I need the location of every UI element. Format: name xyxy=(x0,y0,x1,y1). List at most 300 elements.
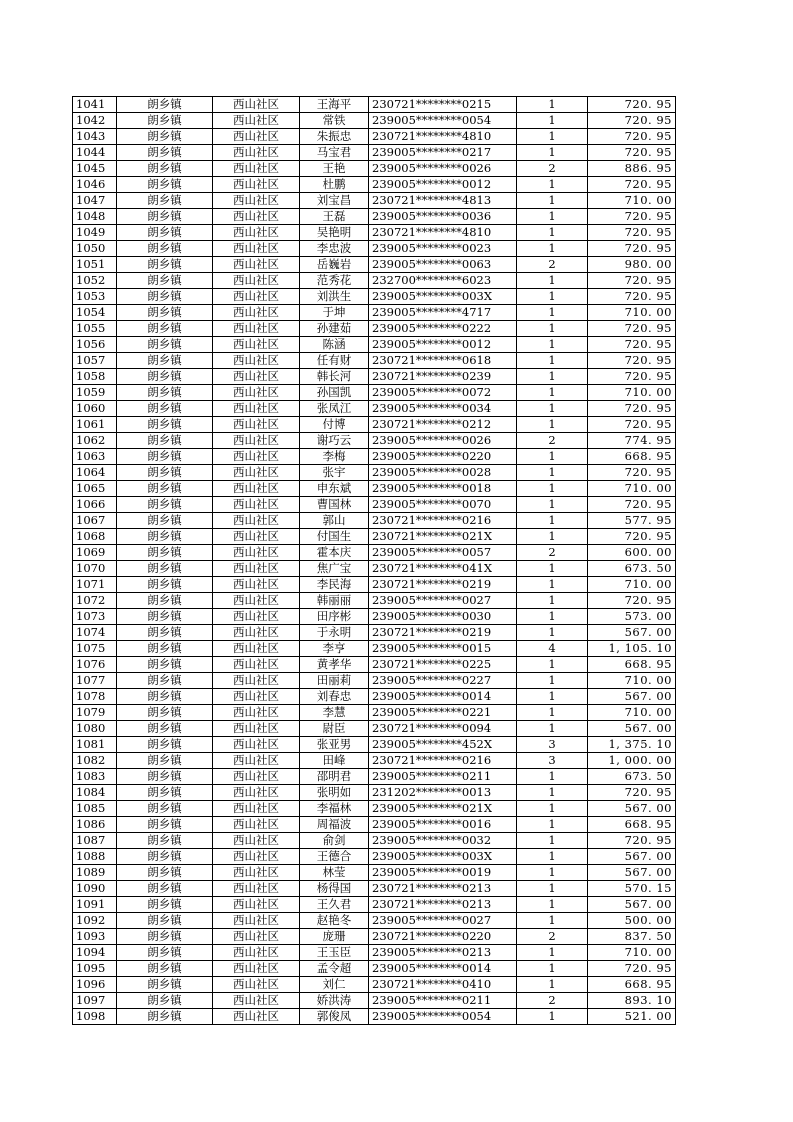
amount-cell: 720. 95 xyxy=(588,465,676,481)
town-cell: 朗乡镇 xyxy=(117,913,213,929)
row-number-cell: 1087 xyxy=(73,833,117,849)
amount-cell: 673. 50 xyxy=(588,561,676,577)
row-number-cell: 1054 xyxy=(73,305,117,321)
town-cell: 朗乡镇 xyxy=(117,225,213,241)
community-cell: 西山社区 xyxy=(213,705,300,721)
table-row xyxy=(73,177,676,193)
id-number-cell: 239005********0220 xyxy=(369,449,517,465)
town-cell: 朗乡镇 xyxy=(117,721,213,737)
amount-cell: 720. 95 xyxy=(588,225,676,241)
amount-cell: 710. 00 xyxy=(588,945,676,961)
town-cell: 朗乡镇 xyxy=(117,769,213,785)
name-cell: 李亨 xyxy=(300,641,369,657)
row-number-cell: 1089 xyxy=(73,865,117,881)
household-count-cell: 1 xyxy=(517,561,588,577)
id-number-cell: 239005********0054 xyxy=(369,1009,517,1025)
amount-cell: 668. 95 xyxy=(588,657,676,673)
table-row xyxy=(73,641,676,657)
id-number-cell: 239005********0211 xyxy=(369,769,517,785)
name-cell: 谢巧云 xyxy=(300,433,369,449)
community-cell: 西山社区 xyxy=(213,337,300,353)
id-number-cell: 230721********4810 xyxy=(369,225,517,241)
id-number-cell: 230721********0216 xyxy=(369,513,517,529)
household-count-cell: 1 xyxy=(517,129,588,145)
household-count-cell: 1 xyxy=(517,337,588,353)
household-count-cell: 1 xyxy=(517,145,588,161)
id-number-cell: 231202********0013 xyxy=(369,785,517,801)
name-cell: 张亚男 xyxy=(300,737,369,753)
town-cell: 朗乡镇 xyxy=(117,961,213,977)
id-number-cell: 230721********0215 xyxy=(369,97,517,113)
table-row xyxy=(73,481,676,497)
town-cell: 朗乡镇 xyxy=(117,897,213,913)
household-count-cell: 1 xyxy=(517,881,588,897)
town-cell: 朗乡镇 xyxy=(117,673,213,689)
row-number-cell: 1088 xyxy=(73,849,117,865)
name-cell: 孙建茹 xyxy=(300,321,369,337)
data-table xyxy=(72,96,676,1025)
town-cell: 朗乡镇 xyxy=(117,689,213,705)
table-row xyxy=(73,193,676,209)
row-number-cell: 1049 xyxy=(73,225,117,241)
name-cell: 郭山 xyxy=(300,513,369,529)
row-number-cell: 1063 xyxy=(73,449,117,465)
id-number-cell: 239005********0072 xyxy=(369,385,517,401)
amount-cell: 720. 95 xyxy=(588,289,676,305)
amount-cell: 720. 95 xyxy=(588,529,676,545)
row-number-cell: 1059 xyxy=(73,385,117,401)
name-cell: 付博 xyxy=(300,417,369,433)
town-cell: 朗乡镇 xyxy=(117,753,213,769)
id-number-cell: 239005********003X xyxy=(369,289,517,305)
id-number-cell: 239005********0030 xyxy=(369,609,517,625)
table-row xyxy=(73,145,676,161)
town-cell: 朗乡镇 xyxy=(117,529,213,545)
community-cell: 西山社区 xyxy=(213,769,300,785)
name-cell: 岳巍岩 xyxy=(300,257,369,273)
id-number-cell: 239005********452X xyxy=(369,737,517,753)
amount-cell: 710. 00 xyxy=(588,577,676,593)
community-cell: 西山社区 xyxy=(213,161,300,177)
household-count-cell: 1 xyxy=(517,273,588,289)
name-cell: 朱振忠 xyxy=(300,129,369,145)
amount-cell: 570. 15 xyxy=(588,881,676,897)
amount-cell: 980. 00 xyxy=(588,257,676,273)
id-number-cell: 239005********0227 xyxy=(369,673,517,689)
id-number-cell: 230721********0213 xyxy=(369,881,517,897)
name-cell: 周福波 xyxy=(300,817,369,833)
amount-cell: 668. 95 xyxy=(588,977,676,993)
id-number-cell: 239005********0034 xyxy=(369,401,517,417)
table-row xyxy=(73,257,676,273)
name-cell: 刘仁 xyxy=(300,977,369,993)
table-row xyxy=(73,305,676,321)
household-count-cell: 1 xyxy=(517,369,588,385)
amount-cell: 720. 95 xyxy=(588,353,676,369)
id-number-cell: 239005********0016 xyxy=(369,817,517,833)
household-count-cell: 1 xyxy=(517,817,588,833)
community-cell: 西山社区 xyxy=(213,993,300,1009)
community-cell: 西山社区 xyxy=(213,945,300,961)
row-number-cell: 1079 xyxy=(73,705,117,721)
community-cell: 西山社区 xyxy=(213,97,300,113)
name-cell: 孟令超 xyxy=(300,961,369,977)
table-row xyxy=(73,385,676,401)
community-cell: 西山社区 xyxy=(213,593,300,609)
household-count-cell: 1 xyxy=(517,465,588,481)
amount-cell: 720. 95 xyxy=(588,177,676,193)
row-number-cell: 1044 xyxy=(73,145,117,161)
name-cell: 刘宝昌 xyxy=(300,193,369,209)
table-row xyxy=(73,529,676,545)
row-number-cell: 1069 xyxy=(73,545,117,561)
town-cell: 朗乡镇 xyxy=(117,929,213,945)
town-cell: 朗乡镇 xyxy=(117,273,213,289)
name-cell: 林莹 xyxy=(300,865,369,881)
household-count-cell: 1 xyxy=(517,833,588,849)
table-row xyxy=(73,353,676,369)
name-cell: 杜鹏 xyxy=(300,177,369,193)
id-number-cell: 239005********0221 xyxy=(369,705,517,721)
row-number-cell: 1047 xyxy=(73,193,117,209)
household-count-cell: 1 xyxy=(517,609,588,625)
name-cell: 孙国凯 xyxy=(300,385,369,401)
community-cell: 西山社区 xyxy=(213,641,300,657)
town-cell: 朗乡镇 xyxy=(117,113,213,129)
table-row xyxy=(73,337,676,353)
table-row xyxy=(73,609,676,625)
household-count-cell: 1 xyxy=(517,625,588,641)
community-cell: 西山社区 xyxy=(213,577,300,593)
row-number-cell: 1098 xyxy=(73,1009,117,1025)
community-cell: 西山社区 xyxy=(213,913,300,929)
id-number-cell: 239005********0070 xyxy=(369,497,517,513)
id-number-cell: 239005********0063 xyxy=(369,257,517,273)
name-cell: 于坤 xyxy=(300,305,369,321)
table-row xyxy=(73,945,676,961)
amount-cell: 720. 95 xyxy=(588,417,676,433)
household-count-cell: 1 xyxy=(517,321,588,337)
table-row xyxy=(73,113,676,129)
amount-cell: 720. 95 xyxy=(588,785,676,801)
household-count-cell: 2 xyxy=(517,993,588,1009)
name-cell: 李忠波 xyxy=(300,241,369,257)
row-number-cell: 1076 xyxy=(73,657,117,673)
amount-cell: 567. 00 xyxy=(588,865,676,881)
community-cell: 西山社区 xyxy=(213,881,300,897)
id-number-cell: 239005********0054 xyxy=(369,113,517,129)
name-cell: 马宝君 xyxy=(300,145,369,161)
id-number-cell: 230721********0216 xyxy=(369,753,517,769)
amount-cell: 577. 95 xyxy=(588,513,676,529)
table-row xyxy=(73,577,676,593)
name-cell: 王艳 xyxy=(300,161,369,177)
amount-cell: 837. 50 xyxy=(588,929,676,945)
household-count-cell: 1 xyxy=(517,289,588,305)
row-number-cell: 1074 xyxy=(73,625,117,641)
table-row xyxy=(73,97,676,113)
row-number-cell: 1053 xyxy=(73,289,117,305)
town-cell: 朗乡镇 xyxy=(117,289,213,305)
table-row xyxy=(73,673,676,689)
row-number-cell: 1068 xyxy=(73,529,117,545)
row-number-cell: 1043 xyxy=(73,129,117,145)
household-count-cell: 1 xyxy=(517,785,588,801)
town-cell: 朗乡镇 xyxy=(117,369,213,385)
name-cell: 张宇 xyxy=(300,465,369,481)
town-cell: 朗乡镇 xyxy=(117,209,213,225)
id-number-cell: 230721********4813 xyxy=(369,193,517,209)
name-cell: 田丽莉 xyxy=(300,673,369,689)
household-count-cell: 1 xyxy=(517,577,588,593)
id-number-cell: 239005********0015 xyxy=(369,641,517,657)
name-cell: 张明如 xyxy=(300,785,369,801)
amount-cell: 673. 50 xyxy=(588,769,676,785)
id-number-cell: 230721********0219 xyxy=(369,577,517,593)
town-cell: 朗乡镇 xyxy=(117,865,213,881)
row-number-cell: 1093 xyxy=(73,929,117,945)
id-number-cell: 230721********0239 xyxy=(369,369,517,385)
row-number-cell: 1078 xyxy=(73,689,117,705)
community-cell: 西山社区 xyxy=(213,865,300,881)
community-cell: 西山社区 xyxy=(213,177,300,193)
town-cell: 朗乡镇 xyxy=(117,129,213,145)
id-number-cell: 239005********0032 xyxy=(369,833,517,849)
community-cell: 西山社区 xyxy=(213,145,300,161)
community-cell: 西山社区 xyxy=(213,273,300,289)
community-cell: 西山社区 xyxy=(213,529,300,545)
id-number-cell: 239005********0036 xyxy=(369,209,517,225)
row-number-cell: 1042 xyxy=(73,113,117,129)
household-count-cell: 1 xyxy=(517,529,588,545)
id-number-cell: 239005********0057 xyxy=(369,545,517,561)
table-row xyxy=(73,289,676,305)
table-row xyxy=(73,1009,676,1025)
community-cell: 西山社区 xyxy=(213,481,300,497)
row-number-cell: 1051 xyxy=(73,257,117,273)
household-count-cell: 1 xyxy=(517,945,588,961)
community-cell: 西山社区 xyxy=(213,721,300,737)
community-cell: 西山社区 xyxy=(213,609,300,625)
amount-cell: 573. 00 xyxy=(588,609,676,625)
table-row xyxy=(73,833,676,849)
community-cell: 西山社区 xyxy=(213,849,300,865)
amount-cell: 521. 00 xyxy=(588,1009,676,1025)
id-number-cell: 230721********0220 xyxy=(369,929,517,945)
id-number-cell: 230721********041X xyxy=(369,561,517,577)
table-row xyxy=(73,513,676,529)
household-count-cell: 1 xyxy=(517,897,588,913)
town-cell: 朗乡镇 xyxy=(117,737,213,753)
table-row xyxy=(73,769,676,785)
household-count-cell: 1 xyxy=(517,705,588,721)
community-cell: 西山社区 xyxy=(213,193,300,209)
row-number-cell: 1092 xyxy=(73,913,117,929)
household-count-cell: 1 xyxy=(517,961,588,977)
town-cell: 朗乡镇 xyxy=(117,97,213,113)
amount-cell: 567. 00 xyxy=(588,721,676,737)
town-cell: 朗乡镇 xyxy=(117,177,213,193)
id-number-cell: 230721********4810 xyxy=(369,129,517,145)
community-cell: 西山社区 xyxy=(213,129,300,145)
table-row xyxy=(73,961,676,977)
amount-cell: 668. 95 xyxy=(588,449,676,465)
town-cell: 朗乡镇 xyxy=(117,161,213,177)
household-count-cell: 1 xyxy=(517,113,588,129)
table-row xyxy=(73,401,676,417)
amount-cell: 567. 00 xyxy=(588,897,676,913)
town-cell: 朗乡镇 xyxy=(117,241,213,257)
community-cell: 西山社区 xyxy=(213,897,300,913)
household-count-cell: 1 xyxy=(517,1009,588,1025)
id-number-cell: 239005********0026 xyxy=(369,161,517,177)
amount-cell: 710. 00 xyxy=(588,705,676,721)
community-cell: 西山社区 xyxy=(213,305,300,321)
table-row xyxy=(73,737,676,753)
name-cell: 陈涵 xyxy=(300,337,369,353)
household-count-cell: 1 xyxy=(517,401,588,417)
town-cell: 朗乡镇 xyxy=(117,705,213,721)
town-cell: 朗乡镇 xyxy=(117,801,213,817)
row-number-cell: 1084 xyxy=(73,785,117,801)
table-row xyxy=(73,929,676,945)
name-cell: 俞剑 xyxy=(300,833,369,849)
amount-cell: 720. 95 xyxy=(588,593,676,609)
row-number-cell: 1082 xyxy=(73,753,117,769)
household-count-cell: 4 xyxy=(517,641,588,657)
name-cell: 申东斌 xyxy=(300,481,369,497)
row-number-cell: 1091 xyxy=(73,897,117,913)
amount-cell: 720. 95 xyxy=(588,833,676,849)
name-cell: 韩长河 xyxy=(300,369,369,385)
row-number-cell: 1085 xyxy=(73,801,117,817)
name-cell: 焦广宝 xyxy=(300,561,369,577)
row-number-cell: 1048 xyxy=(73,209,117,225)
household-count-cell: 3 xyxy=(517,737,588,753)
town-cell: 朗乡镇 xyxy=(117,849,213,865)
row-number-cell: 1064 xyxy=(73,465,117,481)
town-cell: 朗乡镇 xyxy=(117,609,213,625)
town-cell: 朗乡镇 xyxy=(117,481,213,497)
amount-cell: 1, 000. 00 xyxy=(588,753,676,769)
town-cell: 朗乡镇 xyxy=(117,257,213,273)
amount-cell: 720. 95 xyxy=(588,209,676,225)
table-row xyxy=(73,465,676,481)
table-row xyxy=(73,817,676,833)
id-number-cell: 239005********0023 xyxy=(369,241,517,257)
amount-cell: 710. 00 xyxy=(588,481,676,497)
amount-cell: 720. 95 xyxy=(588,961,676,977)
table-row xyxy=(73,849,676,865)
town-cell: 朗乡镇 xyxy=(117,545,213,561)
name-cell: 刘洪生 xyxy=(300,289,369,305)
amount-cell: 720. 95 xyxy=(588,145,676,161)
table-row xyxy=(73,561,676,577)
name-cell: 张凤江 xyxy=(300,401,369,417)
community-cell: 西山社区 xyxy=(213,369,300,385)
name-cell: 吴艳明 xyxy=(300,225,369,241)
table-row xyxy=(73,321,676,337)
amount-cell: 720. 95 xyxy=(588,369,676,385)
community-cell: 西山社区 xyxy=(213,625,300,641)
town-cell: 朗乡镇 xyxy=(117,977,213,993)
household-count-cell: 1 xyxy=(517,353,588,369)
household-count-cell: 1 xyxy=(517,449,588,465)
name-cell: 李民海 xyxy=(300,577,369,593)
row-number-cell: 1062 xyxy=(73,433,117,449)
name-cell: 王久君 xyxy=(300,897,369,913)
amount-cell: 710. 00 xyxy=(588,673,676,689)
town-cell: 朗乡镇 xyxy=(117,945,213,961)
town-cell: 朗乡镇 xyxy=(117,321,213,337)
row-number-cell: 1045 xyxy=(73,161,117,177)
table-row xyxy=(73,657,676,673)
town-cell: 朗乡镇 xyxy=(117,449,213,465)
amount-cell: 600. 00 xyxy=(588,545,676,561)
row-number-cell: 1058 xyxy=(73,369,117,385)
town-cell: 朗乡镇 xyxy=(117,401,213,417)
table-row xyxy=(73,913,676,929)
household-count-cell: 1 xyxy=(517,225,588,241)
row-number-cell: 1095 xyxy=(73,961,117,977)
household-count-cell: 3 xyxy=(517,753,588,769)
household-count-cell: 1 xyxy=(517,385,588,401)
community-cell: 西山社区 xyxy=(213,353,300,369)
row-number-cell: 1046 xyxy=(73,177,117,193)
table-row xyxy=(73,369,676,385)
id-number-cell: 239005********0027 xyxy=(369,913,517,929)
amount-cell: 567. 00 xyxy=(588,849,676,865)
amount-cell: 710. 00 xyxy=(588,305,676,321)
id-number-cell: 239005********0028 xyxy=(369,465,517,481)
id-number-cell: 232700********6023 xyxy=(369,273,517,289)
town-cell: 朗乡镇 xyxy=(117,641,213,657)
table-row xyxy=(73,433,676,449)
name-cell: 韩丽丽 xyxy=(300,593,369,609)
community-cell: 西山社区 xyxy=(213,833,300,849)
name-cell: 庞珊 xyxy=(300,929,369,945)
row-number-cell: 1097 xyxy=(73,993,117,1009)
household-count-cell: 1 xyxy=(517,673,588,689)
table-row xyxy=(73,753,676,769)
community-cell: 西山社区 xyxy=(213,689,300,705)
table-row xyxy=(73,865,676,881)
town-cell: 朗乡镇 xyxy=(117,785,213,801)
community-cell: 西山社区 xyxy=(213,497,300,513)
row-number-cell: 1072 xyxy=(73,593,117,609)
table-row xyxy=(73,449,676,465)
community-cell: 西山社区 xyxy=(213,209,300,225)
amount-cell: 720. 95 xyxy=(588,321,676,337)
household-count-cell: 1 xyxy=(517,209,588,225)
id-number-cell: 239005********0012 xyxy=(369,177,517,193)
household-count-cell: 2 xyxy=(517,161,588,177)
household-count-cell: 1 xyxy=(517,481,588,497)
household-count-cell: 1 xyxy=(517,417,588,433)
name-cell: 杨得国 xyxy=(300,881,369,897)
table-row xyxy=(73,689,676,705)
household-count-cell: 2 xyxy=(517,257,588,273)
table-row xyxy=(73,161,676,177)
community-cell: 西山社区 xyxy=(213,561,300,577)
household-count-cell: 2 xyxy=(517,545,588,561)
town-cell: 朗乡镇 xyxy=(117,497,213,513)
town-cell: 朗乡镇 xyxy=(117,881,213,897)
id-number-cell: 230721********0219 xyxy=(369,625,517,641)
name-cell: 范秀花 xyxy=(300,273,369,289)
amount-cell: 500. 00 xyxy=(588,913,676,929)
community-cell: 西山社区 xyxy=(213,977,300,993)
